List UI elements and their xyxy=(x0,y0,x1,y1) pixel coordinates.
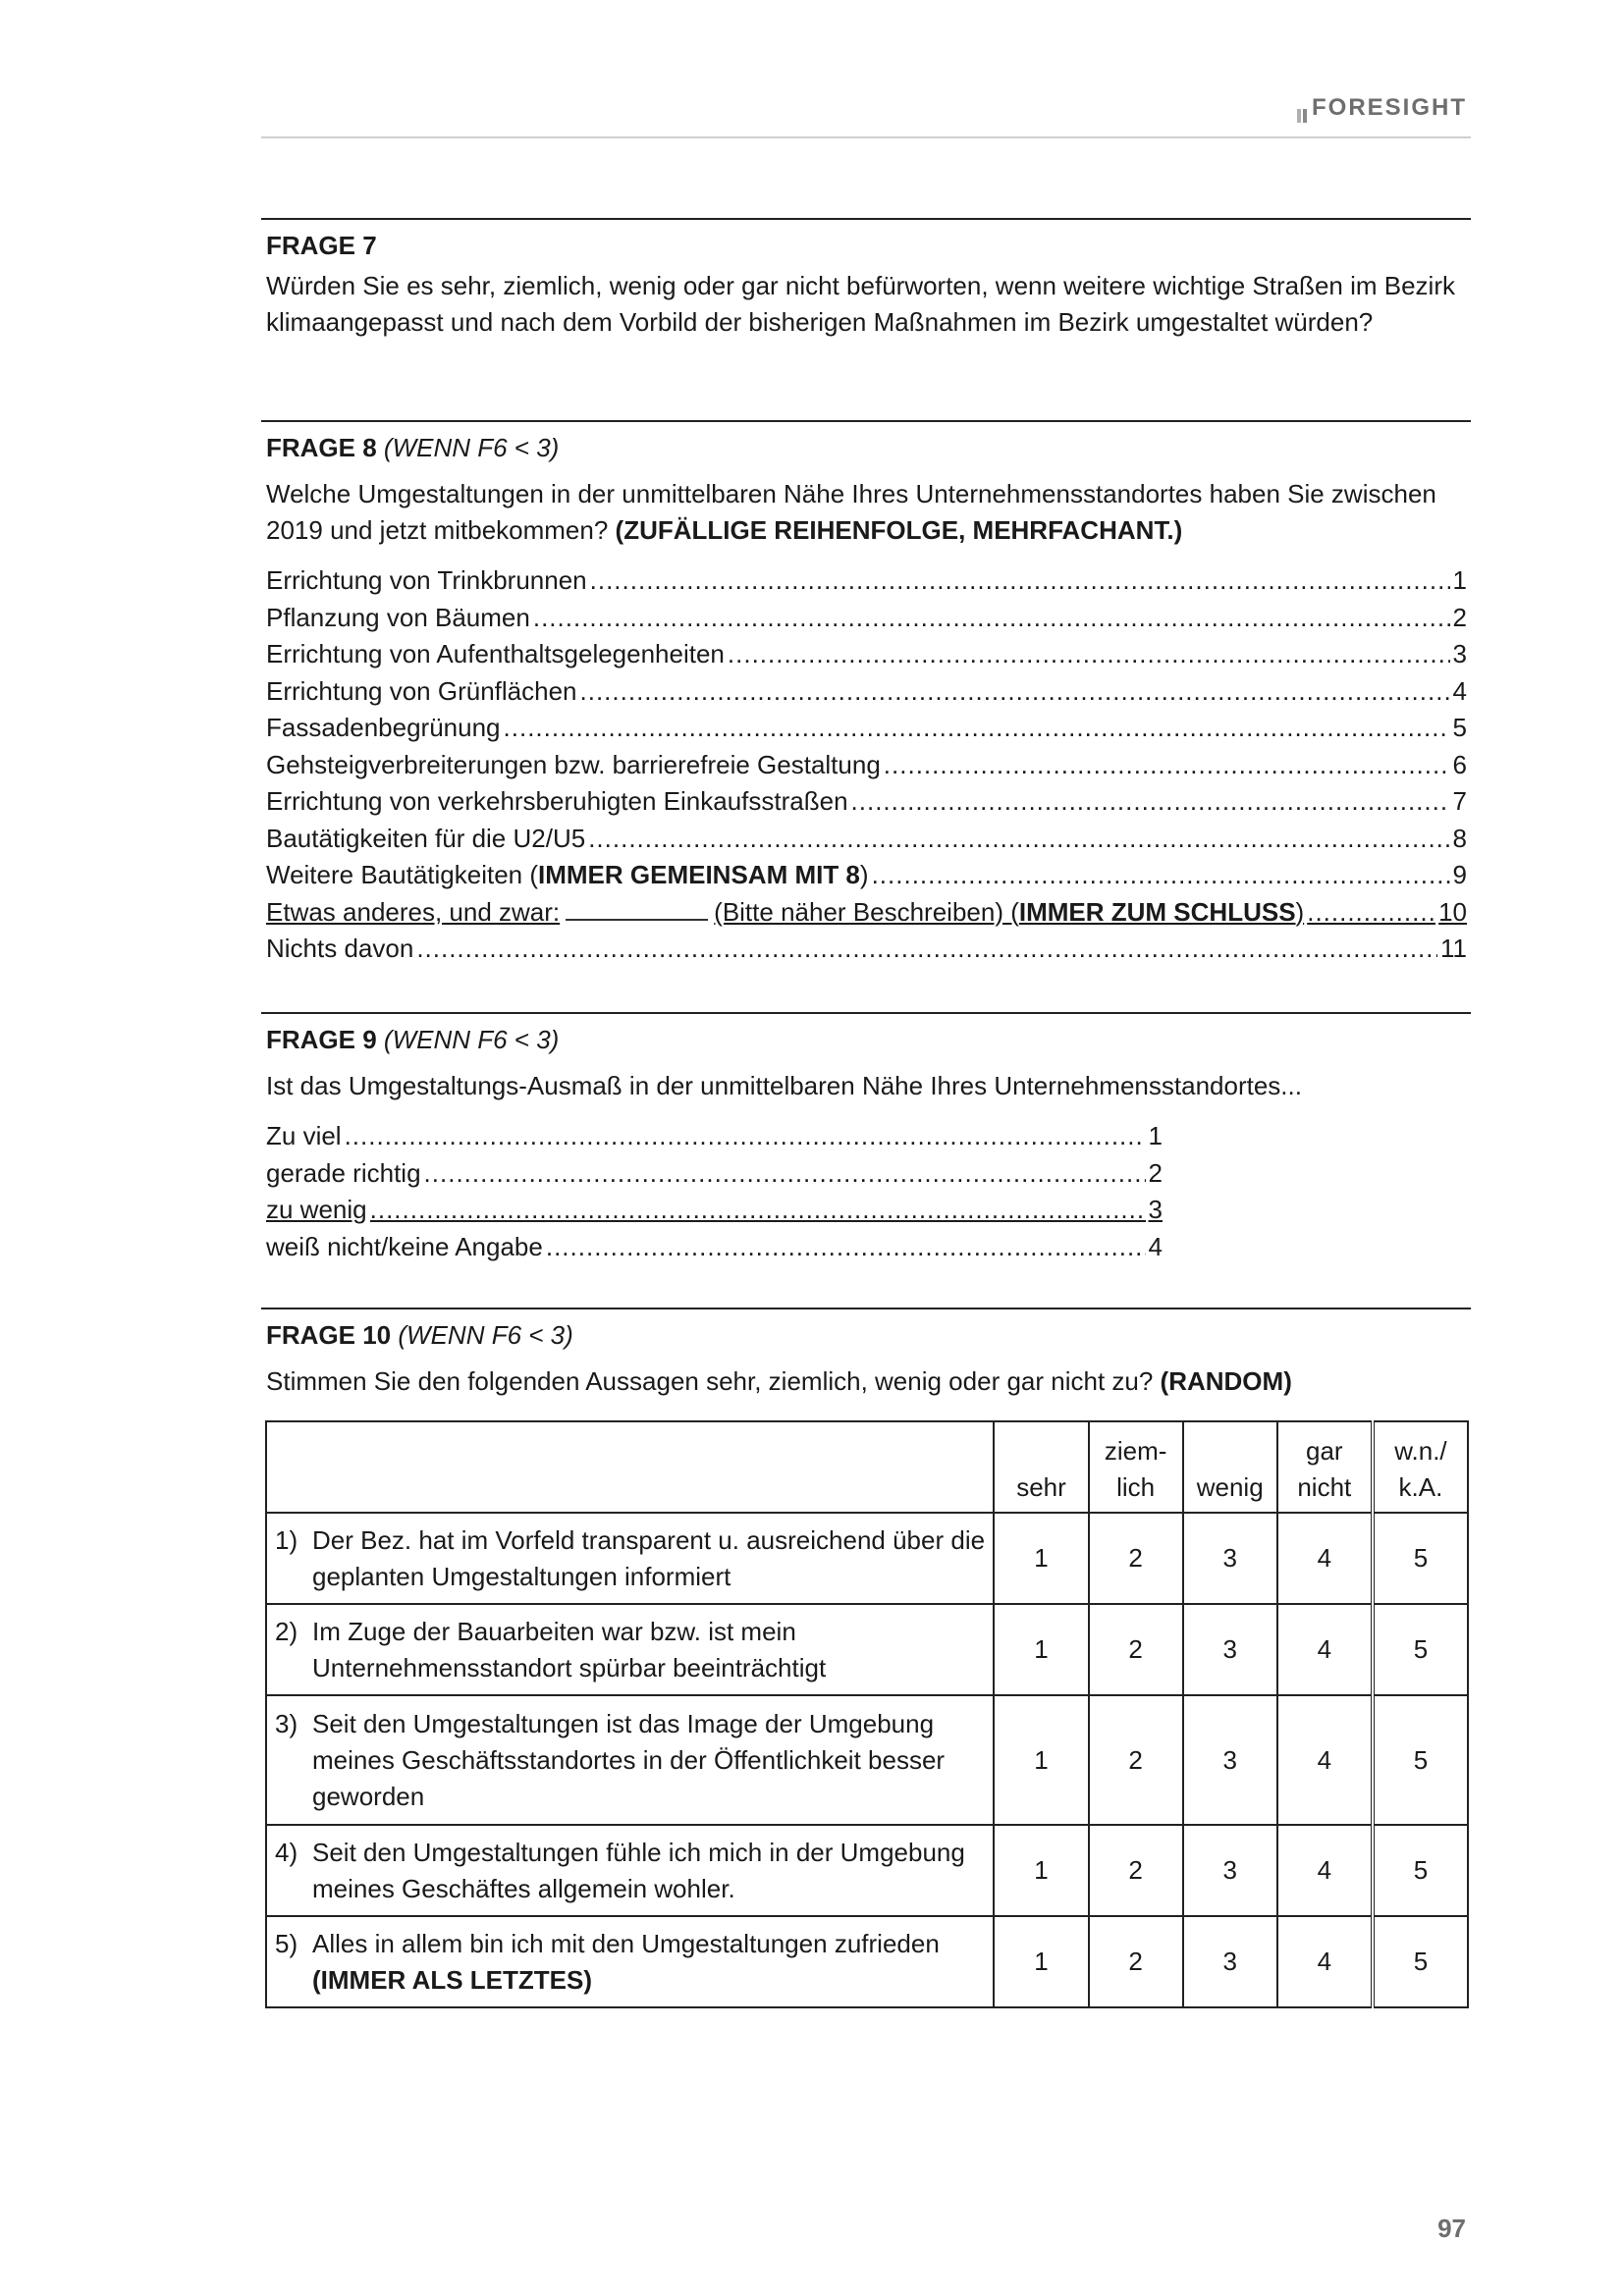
option-item xyxy=(266,857,1467,894)
answer-code: 3 xyxy=(1183,1513,1277,1604)
statement-text xyxy=(312,1706,985,1815)
header-divider xyxy=(261,136,1471,138)
statement-instruction: (IMMER ALS LETZTES) xyxy=(312,1964,593,1995)
dot-leader xyxy=(546,1229,1146,1266)
answer-code: 4 xyxy=(1277,1916,1373,2007)
question-text: Stimmen Sie den folgenden Aussagen sehr, ziemlich, wenig oder gar nicht zu? xyxy=(266,1366,1154,1396)
option-code: 9 xyxy=(1452,860,1467,889)
option-text: Weitere Bautätigkeiten ( xyxy=(266,860,538,889)
dot-leader xyxy=(590,562,1450,600)
option-text: gerade richtig xyxy=(266,1157,421,1188)
column-header: ziem- lich xyxy=(1089,1421,1183,1513)
option-code: 1 xyxy=(1452,565,1467,595)
option-text: Zu viel xyxy=(266,1121,342,1150)
logo-bars-icon xyxy=(1297,95,1309,123)
statement-text xyxy=(312,1614,985,1686)
column-header: w.n./ k.A. xyxy=(1373,1421,1468,1513)
frage-10-title xyxy=(266,1317,1467,1354)
dot-leader xyxy=(851,783,1450,821)
option-text: Etwas anderes, und zwar: xyxy=(266,896,561,927)
page-number: 97 xyxy=(1437,2214,1466,2243)
answer-code: 2 xyxy=(1089,1695,1183,1825)
option-label xyxy=(266,894,1304,932)
answer-code: 4 xyxy=(1277,1825,1373,1916)
answer-code: 3 xyxy=(1183,1916,1277,2007)
option-code: 5 xyxy=(1452,713,1467,742)
answer-code: 1 xyxy=(994,1825,1088,1916)
answer-code: 1 xyxy=(994,1916,1088,2007)
option-text: zu wenig xyxy=(266,1195,367,1224)
brand-name: FORESIGHT xyxy=(1311,94,1467,121)
option-label xyxy=(266,636,725,673)
option-code: 3 xyxy=(1452,639,1467,668)
option-tail: ) xyxy=(1295,896,1305,927)
option-item xyxy=(266,600,1467,637)
frage-8-title xyxy=(266,430,1467,466)
answer-code: 1 xyxy=(994,1695,1088,1825)
answer-code: 2 xyxy=(1089,1604,1183,1695)
frage-8 xyxy=(261,420,1471,968)
frage-9-title xyxy=(266,1022,1467,1058)
answer-code: 4 xyxy=(1277,1695,1373,1825)
dot-leader xyxy=(884,747,1450,784)
option-item xyxy=(266,747,1467,784)
statement-body: Der Bez. hat im Vorfeld transparent u. ausreichend über die geplanten Umgestaltungen informiert xyxy=(312,1524,986,1591)
dot-leader xyxy=(370,1192,1146,1229)
option-code: 8 xyxy=(1452,823,1467,853)
option-item xyxy=(266,636,1467,673)
dot-leader xyxy=(416,931,1437,968)
option-code: 4 xyxy=(1148,1231,1163,1261)
frage-7-question: Würden Sie es sehr, ziemlich, wenig oder gar nicht befürworten, wenn weitere wichtige Straßen im Bezirk klimaangepasst und nach dem Vorbild der bisherigen Maßnahmen im Bezirk umgestaltet würden? xyxy=(266,271,1455,337)
option-code: 7 xyxy=(1452,786,1467,816)
frage-7 xyxy=(261,218,1471,341)
statement xyxy=(275,1522,985,1595)
option-text: Nichts davon xyxy=(266,934,414,963)
statement-text xyxy=(312,1835,985,1907)
option-item xyxy=(266,931,1467,968)
option-label xyxy=(266,1118,342,1155)
frage-9-options xyxy=(266,1118,1163,1265)
option-text: weiß nicht/keine Angabe xyxy=(266,1231,543,1261)
answer-code: 2 xyxy=(1089,1513,1183,1604)
table-row xyxy=(266,1604,1468,1695)
table-row xyxy=(266,1916,1468,2007)
frage-9-question: Ist das Umgestaltungs-Ausmaß in der unmittelbaren Nähe Ihres Unternehmensstandortes... xyxy=(266,1071,1302,1100)
statement-text xyxy=(312,1926,985,1999)
table-row xyxy=(266,1825,1468,1916)
answer-code: 3 xyxy=(1183,1604,1277,1695)
option-code: 4 xyxy=(1452,675,1467,706)
option-label xyxy=(266,1155,421,1193)
statement-cell xyxy=(266,1604,994,1695)
option-label xyxy=(266,747,881,784)
statement-number: 5) xyxy=(275,1928,298,1958)
option-label xyxy=(266,1192,367,1229)
option-text: Pflanzung von Bäumen xyxy=(266,602,530,632)
answer-code: 5 xyxy=(1373,1695,1468,1825)
answer-code: 2 xyxy=(1089,1825,1183,1916)
statement-cell xyxy=(266,1825,994,1916)
brand-logo xyxy=(1276,94,1467,123)
option-text: Bautätigkeiten für die U2/U5 xyxy=(266,823,586,853)
option-label xyxy=(266,1229,543,1266)
dot-leader xyxy=(424,1155,1146,1193)
answer-code: 4 xyxy=(1277,1513,1373,1604)
statement xyxy=(275,1926,985,1999)
option-code: 2 xyxy=(1452,602,1467,632)
statement-body: Seit den Umgestaltungen fühle ich mich in der Umgebung meines Geschäftes allgemein wohler. xyxy=(312,1837,965,1903)
header-empty xyxy=(266,1421,994,1513)
dot-leader xyxy=(533,600,1450,637)
answer-code: 3 xyxy=(1183,1695,1277,1825)
option-instruction: IMMER ZUM SCHLUSS xyxy=(1018,896,1296,927)
frage-10-table xyxy=(265,1420,1469,2008)
option-label xyxy=(266,783,848,821)
statement-number: 4) xyxy=(275,1837,298,1867)
option-label xyxy=(266,710,501,747)
option-hint: (Bitte näher Beschreiben) ( xyxy=(714,896,1019,927)
table-row xyxy=(266,1513,1468,1604)
answer-code: 5 xyxy=(1373,1604,1468,1695)
answer-code: 4 xyxy=(1277,1604,1373,1695)
option-text: Errichtung von Grünflächen xyxy=(266,675,577,706)
option-item xyxy=(266,710,1467,747)
column-header: wenig xyxy=(1183,1421,1277,1513)
dot-leader xyxy=(504,710,1450,747)
option-label xyxy=(266,821,585,858)
dot-leader xyxy=(728,636,1450,673)
option-label xyxy=(266,857,869,894)
frage-10-question xyxy=(266,1363,1467,1400)
column-header: sehr xyxy=(994,1421,1088,1513)
option-code: 6 xyxy=(1452,749,1467,779)
option-tail: ) xyxy=(859,860,869,889)
option-text: Fassadenbegrünung xyxy=(266,713,501,742)
option-text: Errichtung von Trinkbrunnen xyxy=(266,565,587,595)
frage-condition: (WENN F6 < 3) xyxy=(383,433,560,462)
statement xyxy=(275,1614,985,1686)
answer-code: 5 xyxy=(1373,1825,1468,1916)
frage-condition: (WENN F6 < 3) xyxy=(398,1320,573,1350)
question-text: Welche Umgestaltungen in der unmittelbaren Nähe Ihres Unternehmensstandortes haben Sie zwischen 2019 und jetzt mitbekommen? xyxy=(266,479,1436,545)
option-code: 11 xyxy=(1440,934,1467,963)
answer-code: 5 xyxy=(1373,1916,1468,2007)
statement-body: Alles in allem bin ich mit den Umgestaltungen zufrieden xyxy=(312,1928,940,1958)
dot-leader xyxy=(588,821,1449,858)
answer-code: 1 xyxy=(994,1604,1088,1695)
option-code: 3 xyxy=(1148,1195,1163,1224)
frage-title: FRAGE 9 xyxy=(266,1025,377,1054)
option-instruction: IMMER GEMEINSAM MIT 8 xyxy=(538,860,860,889)
option-item xyxy=(266,783,1467,821)
answer-code: 3 xyxy=(1183,1825,1277,1916)
option-item xyxy=(266,1155,1163,1193)
statement xyxy=(275,1835,985,1907)
answer-blank xyxy=(566,895,708,921)
option-item xyxy=(266,1229,1163,1266)
frage-condition: (WENN F6 < 3) xyxy=(383,1025,560,1054)
statement-body: Im Zuge der Bauarbeiten war bzw. ist mein Unternehmensstandort spürbar beeinträchtigt xyxy=(312,1616,827,1682)
statement-number: 2) xyxy=(275,1616,298,1646)
option-label xyxy=(266,600,530,637)
instruction: (RANDOM) xyxy=(1160,1366,1292,1396)
table-header-row xyxy=(266,1421,1468,1513)
frage-title: FRAGE 8 xyxy=(266,433,377,462)
option-code: 10 xyxy=(1438,896,1467,927)
option-item xyxy=(266,821,1467,858)
answer-code: 5 xyxy=(1373,1513,1468,1604)
option-label xyxy=(266,673,577,711)
option-label xyxy=(266,931,413,968)
answer-code: 2 xyxy=(1089,1916,1183,2007)
option-item xyxy=(266,894,1467,932)
option-code: 1 xyxy=(1148,1121,1163,1150)
frage-8-question xyxy=(266,476,1467,549)
frage-10 xyxy=(261,1308,1471,1400)
option-text: Errichtung von verkehrsberuhigten Einkaufsstraßen xyxy=(266,786,848,816)
option-label xyxy=(266,562,587,600)
statement xyxy=(275,1706,985,1815)
dot-leader xyxy=(580,673,1450,711)
option-code: 2 xyxy=(1148,1157,1163,1188)
option-item xyxy=(266,1192,1163,1229)
statement-cell xyxy=(266,1695,994,1825)
option-text: Gehsteigverbreiterungen bzw. barrierefreie Gestaltung xyxy=(266,749,881,779)
statement-cell xyxy=(266,1513,994,1604)
statement-body: Seit den Umgestaltungen ist das Image der Umgebung meines Geschäftsstandortes in der Öffentlichkeit besser geworden xyxy=(312,1708,946,1811)
frage-title: FRAGE 10 xyxy=(266,1320,392,1350)
dot-leader xyxy=(1307,894,1435,932)
statement-number: 3) xyxy=(275,1708,298,1738)
statement-number: 1) xyxy=(275,1524,298,1555)
option-item xyxy=(266,1118,1163,1155)
statement-cell xyxy=(266,1916,994,2007)
answer-code: 1 xyxy=(994,1513,1088,1604)
instruction: (ZUFÄLLIGE REIHENFOLGE, MEHRFACHANT.) xyxy=(615,515,1183,545)
option-item xyxy=(266,562,1467,600)
frage-7-title: FRAGE 7 xyxy=(266,231,377,260)
statement-text xyxy=(312,1522,985,1595)
column-header: gar nicht xyxy=(1277,1421,1373,1513)
frage-8-options xyxy=(266,562,1467,968)
dot-leader xyxy=(345,1118,1146,1155)
dot-leader xyxy=(872,857,1450,894)
option-item xyxy=(266,673,1467,711)
option-text: Errichtung von Aufenthaltsgelegenheiten xyxy=(266,639,725,668)
frage-9 xyxy=(261,1012,1471,1265)
table-row xyxy=(266,1695,1468,1825)
